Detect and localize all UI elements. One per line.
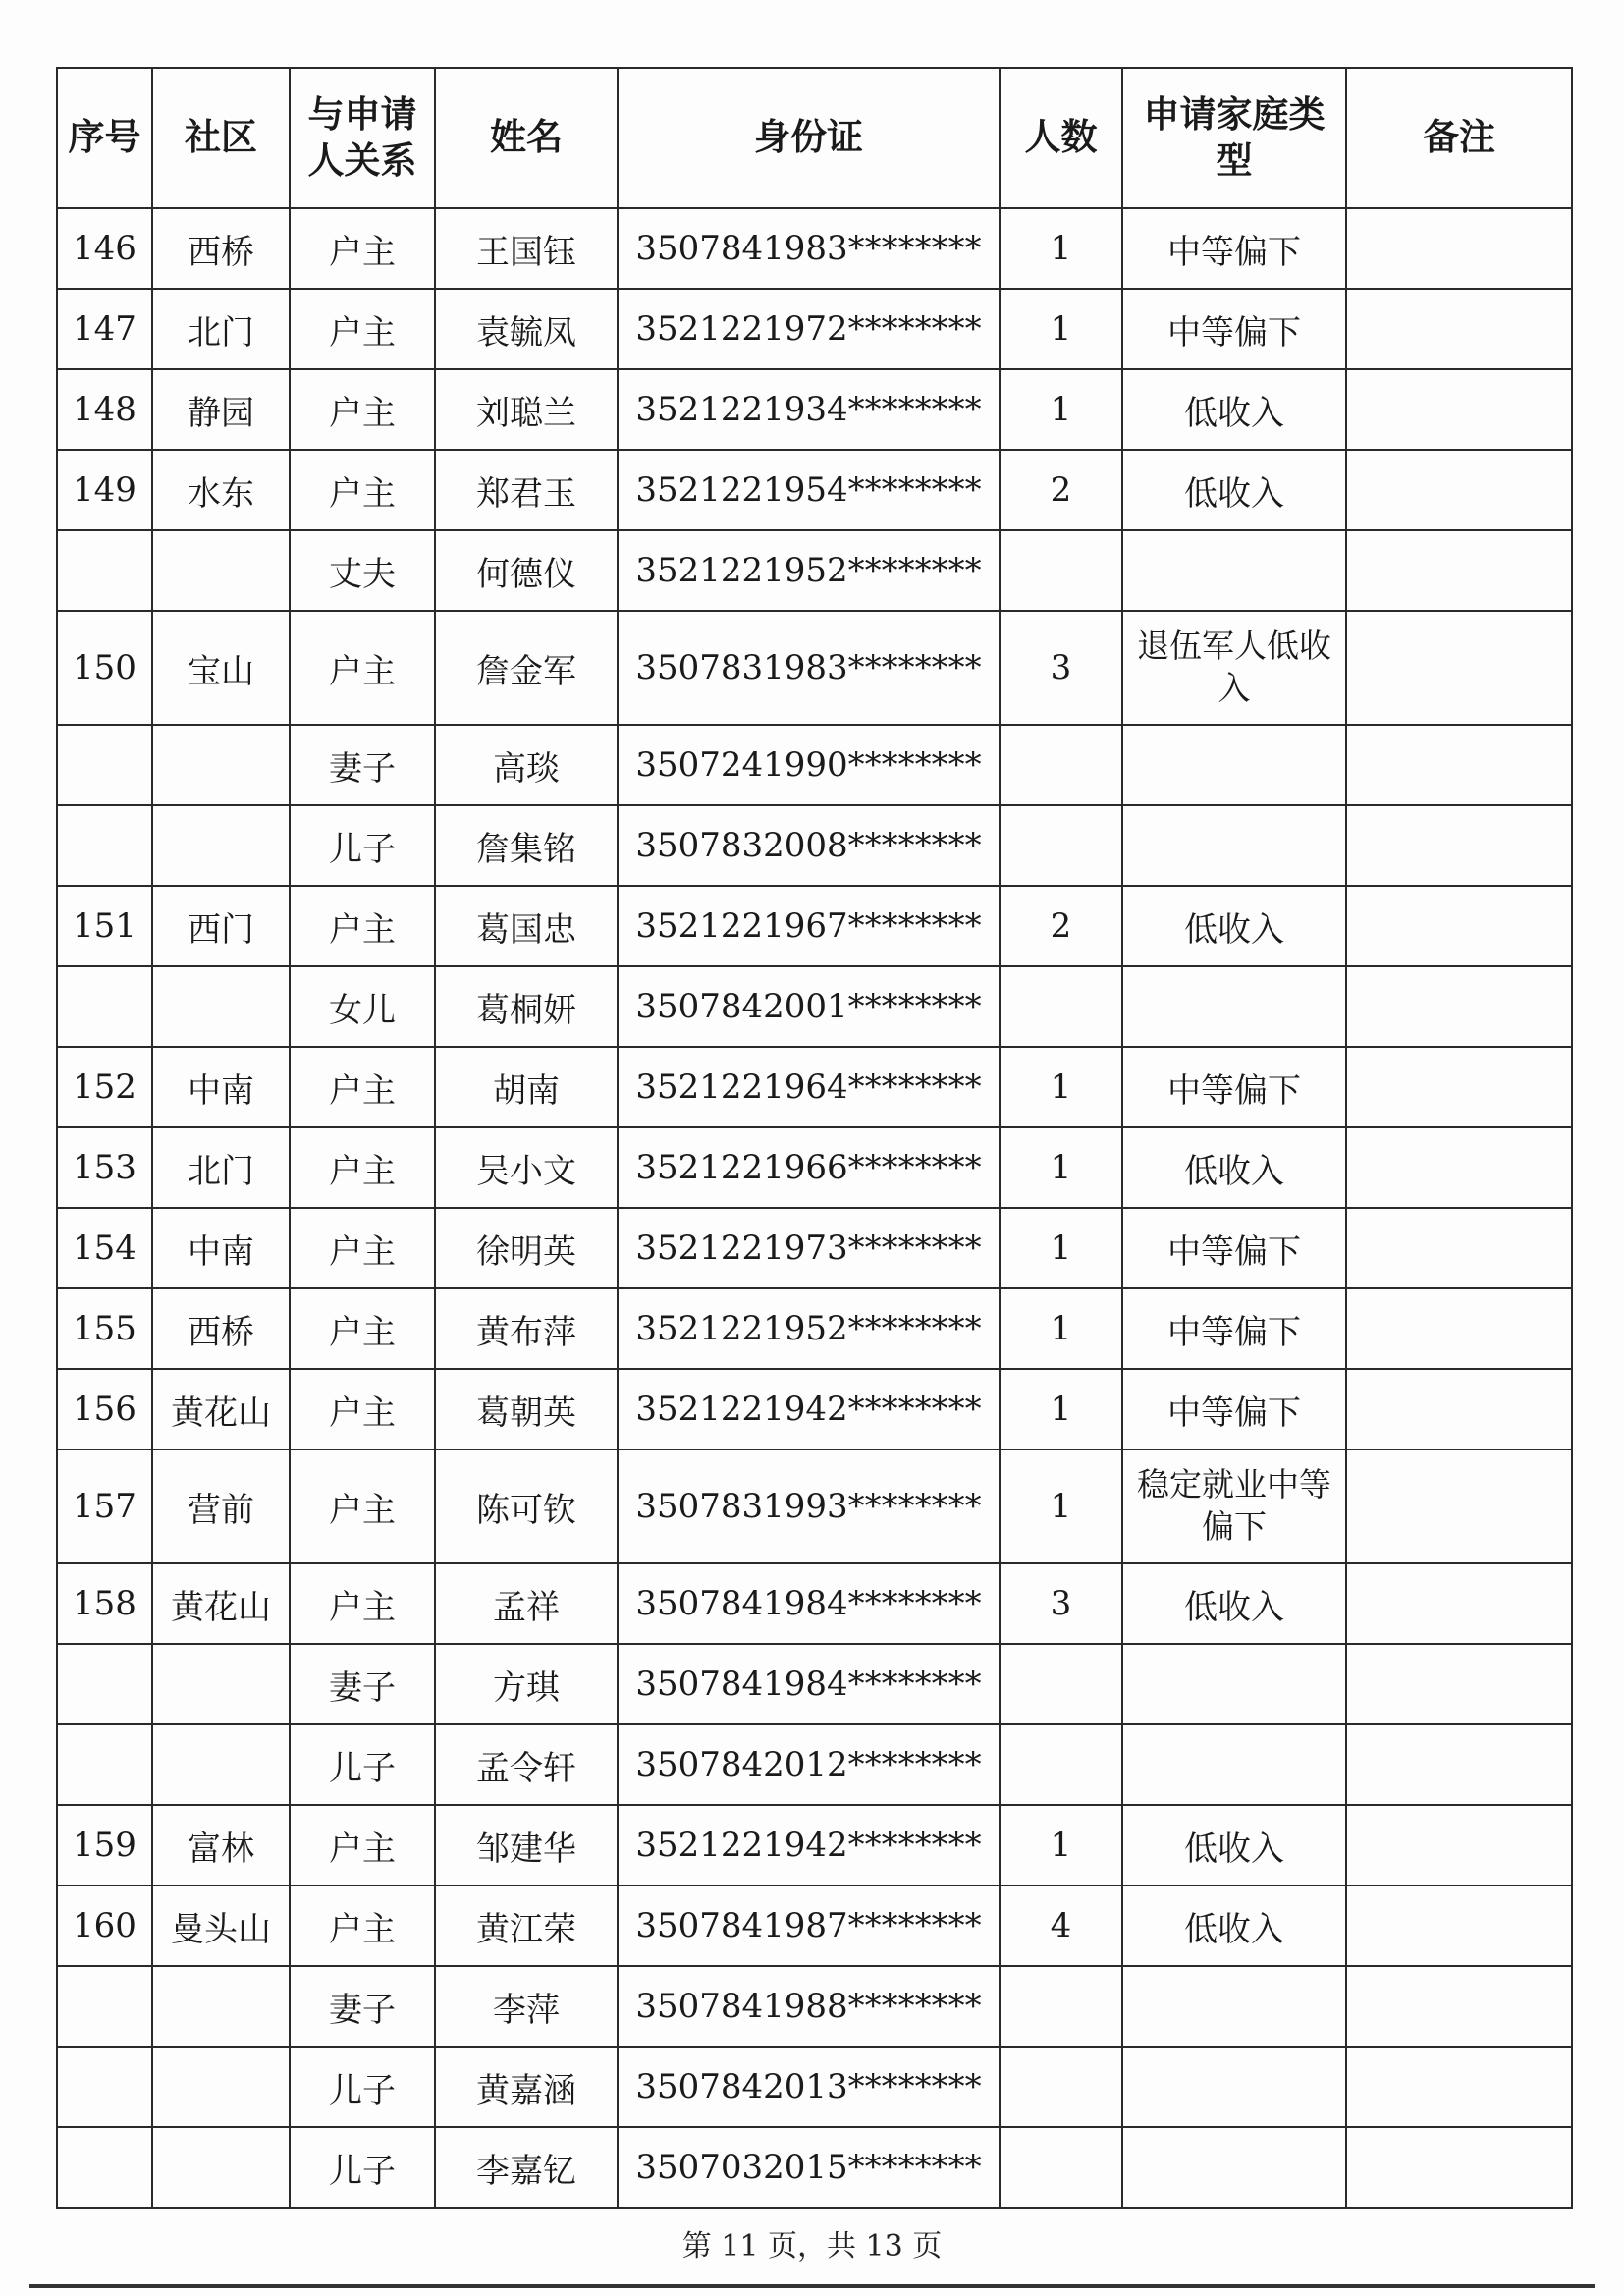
cell-community (152, 2047, 290, 2127)
cell-relation: 女儿 (290, 966, 435, 1047)
cell-id-card: 3507241990******** (618, 725, 1000, 805)
cell-remarks (1346, 611, 1572, 725)
cell-community: 中南 (152, 1047, 290, 1127)
cell-member-count (1000, 1966, 1122, 2047)
cell-remarks (1346, 886, 1572, 966)
cell-community (152, 1644, 290, 1724)
cell-name: 徐明英 (435, 1208, 618, 1288)
cell-remarks (1346, 1127, 1572, 1208)
cell-member-count (1000, 1724, 1122, 1805)
header-remarks: 备注 (1346, 68, 1572, 208)
cell-serial (57, 966, 152, 1047)
cell-remarks (1346, 1563, 1572, 1644)
table-row (57, 1047, 1572, 1127)
cell-family-type: 中等偏下 (1122, 1288, 1346, 1369)
cell-name: 邹建华 (435, 1805, 618, 1886)
header-row (57, 68, 1572, 208)
cell-member-count: 1 (1000, 1449, 1122, 1563)
cell-member-count (1000, 805, 1122, 886)
applicant-table (56, 67, 1573, 2209)
cell-relation: 户主 (290, 1805, 435, 1886)
cell-member-count: 1 (1000, 1127, 1122, 1208)
cell-remarks (1346, 1724, 1572, 1805)
cell-relation: 户主 (290, 1047, 435, 1127)
cell-family-type (1122, 966, 1346, 1047)
cell-family-type: 低收入 (1122, 369, 1346, 450)
header-community: 社区 (152, 68, 290, 208)
cell-serial (57, 1966, 152, 2047)
cell-serial: 146 (57, 208, 152, 289)
cell-community: 西桥 (152, 1288, 290, 1369)
cell-community: 西桥 (152, 208, 290, 289)
table-row (57, 1886, 1572, 1966)
cell-remarks (1346, 1886, 1572, 1966)
cell-remarks (1346, 2047, 1572, 2127)
cell-member-count: 2 (1000, 450, 1122, 530)
cell-id-card: 3521221952******** (618, 530, 1000, 611)
cell-relation: 户主 (290, 1288, 435, 1369)
table-row (57, 805, 1572, 886)
cell-remarks (1346, 2127, 1572, 2208)
cell-serial: 148 (57, 369, 152, 450)
cell-remarks (1346, 1208, 1572, 1288)
table-row (57, 208, 1572, 289)
cell-relation: 户主 (290, 1886, 435, 1966)
cell-serial: 159 (57, 1805, 152, 1886)
cell-family-type (1122, 1644, 1346, 1724)
cell-family-type: 中等偏下 (1122, 1369, 1346, 1449)
cell-remarks (1346, 805, 1572, 886)
table-row (57, 1127, 1572, 1208)
table-row (57, 1208, 1572, 1288)
cell-family-type (1122, 725, 1346, 805)
cell-member-count: 2 (1000, 886, 1122, 966)
cell-family-type (1122, 530, 1346, 611)
cell-id-card: 3521221934******** (618, 369, 1000, 450)
cell-name: 刘聪兰 (435, 369, 618, 450)
cell-name: 黄江荣 (435, 1886, 618, 1966)
cell-community: 静园 (152, 369, 290, 450)
cell-name: 葛朝英 (435, 1369, 618, 1449)
cell-member-count: 1 (1000, 1047, 1122, 1127)
header-member-count: 人数 (1000, 68, 1122, 208)
cell-id-card: 3521221964******** (618, 1047, 1000, 1127)
cell-relation: 户主 (290, 1563, 435, 1644)
header-id-card: 身份证 (618, 68, 1000, 208)
cell-relation: 妻子 (290, 1966, 435, 2047)
cell-family-type: 退伍军人低收入 (1122, 611, 1346, 725)
table-row (57, 1369, 1572, 1449)
cell-community (152, 1966, 290, 2047)
table-row (57, 2127, 1572, 2208)
table-row (57, 886, 1572, 966)
cell-family-type: 中等偏下 (1122, 289, 1346, 369)
cell-remarks (1346, 966, 1572, 1047)
table-row (57, 369, 1572, 450)
cell-relation: 户主 (290, 1369, 435, 1449)
bottom-border-line (29, 2284, 1595, 2288)
cell-remarks (1346, 530, 1572, 611)
cell-id-card: 3521221954******** (618, 450, 1000, 530)
cell-member-count: 1 (1000, 1288, 1122, 1369)
cell-serial: 151 (57, 886, 152, 966)
cell-name: 陈可钦 (435, 1449, 618, 1563)
cell-community (152, 805, 290, 886)
cell-community: 中南 (152, 1208, 290, 1288)
cell-name: 胡南 (435, 1047, 618, 1127)
cell-id-card: 3507842001******** (618, 966, 1000, 1047)
cell-remarks (1346, 1805, 1572, 1886)
cell-serial (57, 805, 152, 886)
cell-id-card: 3507831993******** (618, 1449, 1000, 1563)
cell-id-card: 3507032015******** (618, 2127, 1000, 2208)
cell-name: 何德仪 (435, 530, 618, 611)
cell-relation: 儿子 (290, 1724, 435, 1805)
cell-name: 黄嘉涵 (435, 2047, 618, 2127)
cell-community (152, 1724, 290, 1805)
cell-family-type: 中等偏下 (1122, 1047, 1346, 1127)
cell-family-type (1122, 2047, 1346, 2127)
header-relation: 与申请人关系 (290, 68, 435, 208)
cell-serial: 147 (57, 289, 152, 369)
cell-id-card: 3521221942******** (618, 1805, 1000, 1886)
table-row (57, 1644, 1572, 1724)
cell-name: 李嘉钇 (435, 2127, 618, 2208)
cell-family-type: 低收入 (1122, 1805, 1346, 1886)
cell-community: 北门 (152, 289, 290, 369)
cell-member-count (1000, 530, 1122, 611)
cell-relation: 妻子 (290, 1644, 435, 1724)
cell-id-card: 3521221952******** (618, 1288, 1000, 1369)
cell-community: 富林 (152, 1805, 290, 1886)
cell-family-type: 低收入 (1122, 1127, 1346, 1208)
cell-family-type: 低收入 (1122, 886, 1346, 966)
cell-family-type: 低收入 (1122, 1886, 1346, 1966)
cell-community (152, 2127, 290, 2208)
cell-serial: 160 (57, 1886, 152, 1966)
cell-serial: 156 (57, 1369, 152, 1449)
table-row (57, 1724, 1572, 1805)
header-name: 姓名 (435, 68, 618, 208)
cell-serial: 150 (57, 611, 152, 725)
header-family-type: 申请家庭类型 (1122, 68, 1346, 208)
cell-relation: 户主 (290, 1127, 435, 1208)
cell-serial: 157 (57, 1449, 152, 1563)
cell-id-card: 3507841984******** (618, 1644, 1000, 1724)
cell-name: 王国钰 (435, 208, 618, 289)
cell-remarks (1346, 1966, 1572, 2047)
cell-relation: 妻子 (290, 725, 435, 805)
cell-member-count: 4 (1000, 1886, 1122, 1966)
cell-remarks (1346, 1449, 1572, 1563)
cell-family-type: 中等偏下 (1122, 1208, 1346, 1288)
cell-relation: 户主 (290, 611, 435, 725)
cell-member-count: 1 (1000, 1208, 1122, 1288)
cell-name: 吴小文 (435, 1127, 618, 1208)
table-row (57, 289, 1572, 369)
cell-id-card: 3521221973******** (618, 1208, 1000, 1288)
cell-family-type: 中等偏下 (1122, 208, 1346, 289)
table-row (57, 2047, 1572, 2127)
cell-id-card: 3507832008******** (618, 805, 1000, 886)
cell-serial: 154 (57, 1208, 152, 1288)
cell-id-card: 3507841988******** (618, 1966, 1000, 2047)
cell-serial (57, 2047, 152, 2127)
cell-relation: 户主 (290, 208, 435, 289)
cell-member-count: 3 (1000, 611, 1122, 725)
cell-name: 詹集铭 (435, 805, 618, 886)
header-serial: 序号 (57, 68, 152, 208)
cell-remarks (1346, 1644, 1572, 1724)
cell-community (152, 530, 290, 611)
cell-relation: 户主 (290, 289, 435, 369)
cell-name: 孟令轩 (435, 1724, 618, 1805)
cell-relation: 户主 (290, 369, 435, 450)
cell-remarks (1346, 450, 1572, 530)
cell-family-type (1122, 1724, 1346, 1805)
cell-id-card: 3507842012******** (618, 1724, 1000, 1805)
cell-member-count (1000, 2047, 1122, 2127)
cell-remarks (1346, 208, 1572, 289)
table-row (57, 1288, 1572, 1369)
cell-name: 黄布萍 (435, 1288, 618, 1369)
cell-id-card: 3521221942******** (618, 1369, 1000, 1449)
cell-community: 北门 (152, 1127, 290, 1208)
cell-member-count: 1 (1000, 289, 1122, 369)
cell-community: 营前 (152, 1449, 290, 1563)
cell-remarks (1346, 1369, 1572, 1449)
cell-community (152, 966, 290, 1047)
cell-member-count: 3 (1000, 1563, 1122, 1644)
table-row (57, 725, 1572, 805)
cell-member-count (1000, 725, 1122, 805)
cell-id-card: 3521221966******** (618, 1127, 1000, 1208)
cell-member-count: 1 (1000, 208, 1122, 289)
cell-serial: 155 (57, 1288, 152, 1369)
table-row (57, 611, 1572, 725)
table-row (57, 1805, 1572, 1886)
cell-family-type: 低收入 (1122, 450, 1346, 530)
cell-name: 葛国忠 (435, 886, 618, 966)
cell-serial (57, 1644, 152, 1724)
cell-id-card: 3521221967******** (618, 886, 1000, 966)
table-row (57, 1563, 1572, 1644)
cell-relation: 户主 (290, 1208, 435, 1288)
table-header (57, 68, 1572, 208)
cell-community (152, 725, 290, 805)
cell-remarks (1346, 289, 1572, 369)
cell-id-card: 3507841984******** (618, 1563, 1000, 1644)
cell-remarks (1346, 1047, 1572, 1127)
cell-member-count: 1 (1000, 369, 1122, 450)
table-row (57, 1966, 1572, 2047)
cell-community: 黄花山 (152, 1563, 290, 1644)
cell-member-count (1000, 2127, 1122, 2208)
cell-family-type: 低收入 (1122, 1563, 1346, 1644)
cell-family-type (1122, 2127, 1346, 2208)
cell-remarks (1346, 1288, 1572, 1369)
cell-community: 西门 (152, 886, 290, 966)
cell-name: 高琰 (435, 725, 618, 805)
cell-id-card: 3521221972******** (618, 289, 1000, 369)
table-row (57, 450, 1572, 530)
page-footer: 第 11 页，共 13 页 (681, 2229, 943, 2264)
cell-name: 詹金军 (435, 611, 618, 725)
cell-member-count (1000, 1644, 1122, 1724)
cell-member-count: 1 (1000, 1805, 1122, 1886)
cell-relation: 户主 (290, 1449, 435, 1563)
cell-relation: 户主 (290, 450, 435, 530)
cell-relation: 儿子 (290, 805, 435, 886)
cell-name: 李萍 (435, 1966, 618, 2047)
cell-name: 葛桐妍 (435, 966, 618, 1047)
cell-serial: 153 (57, 1127, 152, 1208)
cell-id-card: 3507831983******** (618, 611, 1000, 725)
cell-name: 方琪 (435, 1644, 618, 1724)
cell-serial: 158 (57, 1563, 152, 1644)
cell-serial (57, 2127, 152, 2208)
cell-id-card: 3507841987******** (618, 1886, 1000, 1966)
table-body (57, 208, 1572, 2208)
table-row (57, 966, 1572, 1047)
cell-member-count: 1 (1000, 1369, 1122, 1449)
cell-relation: 户主 (290, 886, 435, 966)
cell-serial (57, 530, 152, 611)
cell-community: 黄花山 (152, 1369, 290, 1449)
cell-serial (57, 1724, 152, 1805)
cell-family-type: 稳定就业中等偏下 (1122, 1449, 1346, 1563)
cell-relation: 儿子 (290, 2047, 435, 2127)
cell-serial (57, 725, 152, 805)
cell-family-type (1122, 805, 1346, 886)
cell-community: 宝山 (152, 611, 290, 725)
cell-id-card: 3507841983******** (618, 208, 1000, 289)
cell-remarks (1346, 369, 1572, 450)
cell-serial: 149 (57, 450, 152, 530)
table-row (57, 1449, 1572, 1563)
table-row (57, 530, 1572, 611)
cell-relation: 丈夫 (290, 530, 435, 611)
cell-community: 水东 (152, 450, 290, 530)
cell-community: 曼头山 (152, 1886, 290, 1966)
cell-id-card: 3507842013******** (618, 2047, 1000, 2127)
cell-member-count (1000, 966, 1122, 1047)
cell-family-type (1122, 1966, 1346, 2047)
cell-relation: 儿子 (290, 2127, 435, 2208)
cell-remarks (1346, 725, 1572, 805)
cell-name: 郑君玉 (435, 450, 618, 530)
cell-serial: 152 (57, 1047, 152, 1127)
cell-name: 孟祥 (435, 1563, 618, 1644)
cell-name: 袁毓凤 (435, 289, 618, 369)
